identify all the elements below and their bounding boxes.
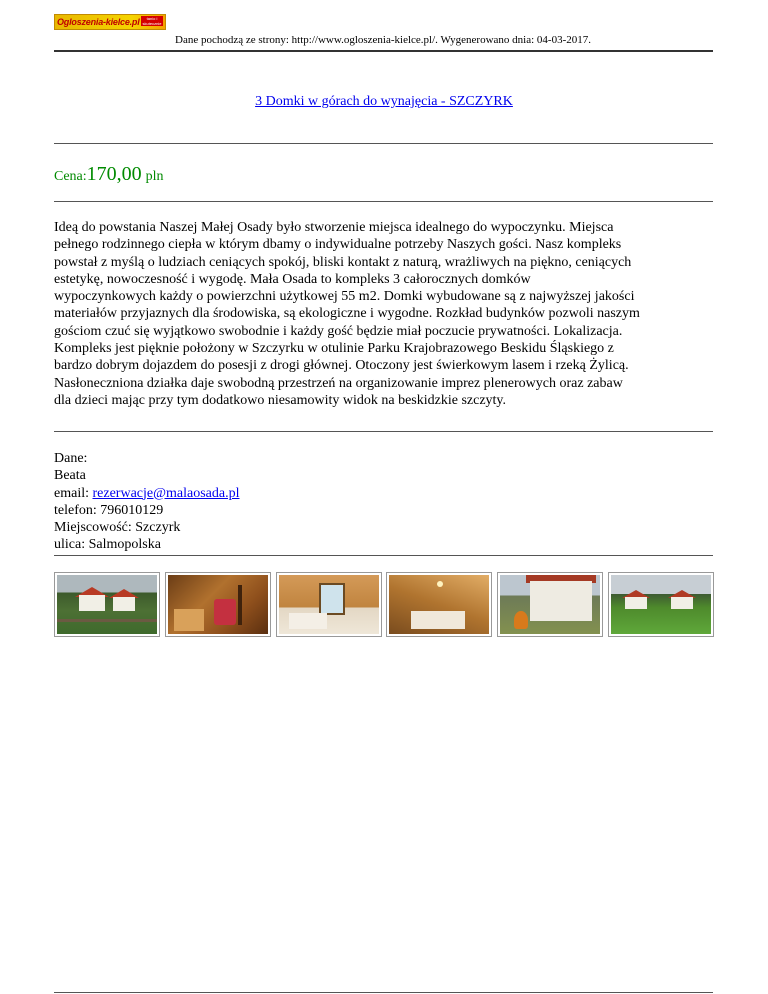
email-link[interactable]: rezerwacje@malaosada.pl xyxy=(92,485,240,501)
photo-thumbnail-wooden-interior[interactable] xyxy=(165,572,271,637)
listing-title xyxy=(0,94,768,110)
contact-phone: telefon: 796010129 xyxy=(54,502,164,518)
footer-divider xyxy=(54,992,713,993)
photo-thumbnail-house-side-garden[interactable] xyxy=(497,572,603,637)
photo-image xyxy=(279,575,379,634)
header-divider xyxy=(54,50,713,52)
photo-image xyxy=(57,575,157,634)
photo-image xyxy=(500,575,600,634)
contact-city: Miejscowość: Szczyrk xyxy=(54,520,181,536)
contact-heading: Dane: xyxy=(54,451,88,466)
listing-description: Ideą do powstania Naszej Małej Osady było stworzenie miejsca idealnego do wypoczynku. Miejsca pełnego rodzinnego ciepła w którym dbamy o indywidualne potrzeby Naszych gości. Nasz kompleks powstał z myślą o ludziach ceniących spokój, bliski kontakt z naturą, wrażliwych na piękno, ceniących estetykę, nowoczesność i wygodę. Mała Osada to kompleks 3 całorocznych domków wypoczynkowych każdy o powierzchni użytkowej 55 m2. Domki wybudowane są z najwyższej jakości materiałów przyjaznych dla środowiska, są ekologiczne i wygodne. Rozkład budynków pozwoli naszym gościom czuć się wyjątkowo swobodnie i każdy gość będzie miał poczucie prywatności. Lokalizacja. Kompleks jest pięknie położony w Szczyrku w otulinie Parku Krajobrazowego Beskidu Śląskiego z bardzo dobrym dojazdem do posesji z drogi głównej. Otoczony jest świerkowym lasem i rzeką Żylicą. Nasłoneczniona działka daje swobodną przestrzeń na organizowanie imprez plenerowych oraz zabaw dla dzieci mając przy tym dodatkowo niesamowity widok na beskidzkie szczyty. xyxy=(54,220,640,408)
site-logo[interactable] xyxy=(54,14,166,30)
contact-name: Beata xyxy=(54,468,86,484)
divider xyxy=(54,201,713,202)
source-note: Dane pochodzą ze strony: http://www.ogloszenia-kielce.pl/. Wygenerowano dnia: 04-03-2017. xyxy=(175,34,591,46)
divider xyxy=(54,555,713,556)
photo-image xyxy=(168,575,268,634)
contact-email xyxy=(54,485,239,502)
photo-image xyxy=(611,575,711,634)
photo-gallery xyxy=(54,572,714,639)
price-label: Cena: xyxy=(54,169,87,184)
photo-image xyxy=(389,575,489,634)
divider xyxy=(54,143,713,144)
photo-thumbnail-attic-bedroom-window[interactable] xyxy=(276,572,382,637)
logo-text: Ogloszenia-kielce.pl xyxy=(57,17,140,27)
contact-street: ulica: Salmopolska xyxy=(54,537,161,553)
divider xyxy=(54,431,713,432)
contact-info xyxy=(54,450,239,554)
price-amount: 170,00 xyxy=(86,163,142,185)
price-unit: pln xyxy=(145,169,164,184)
email-label: email: xyxy=(54,485,93,501)
listing-title-link[interactable]: 3 Domki w górach do wynajęcia - SZCZYRK xyxy=(255,94,513,109)
photo-thumbnail-houses-exterior[interactable] xyxy=(54,572,160,637)
logo-badge: tanio i skutecznie xyxy=(142,16,162,26)
price xyxy=(54,163,164,186)
photo-thumbnail-attic-bedroom[interactable] xyxy=(386,572,492,637)
photo-thumbnail-houses-meadow[interactable] xyxy=(608,572,714,637)
